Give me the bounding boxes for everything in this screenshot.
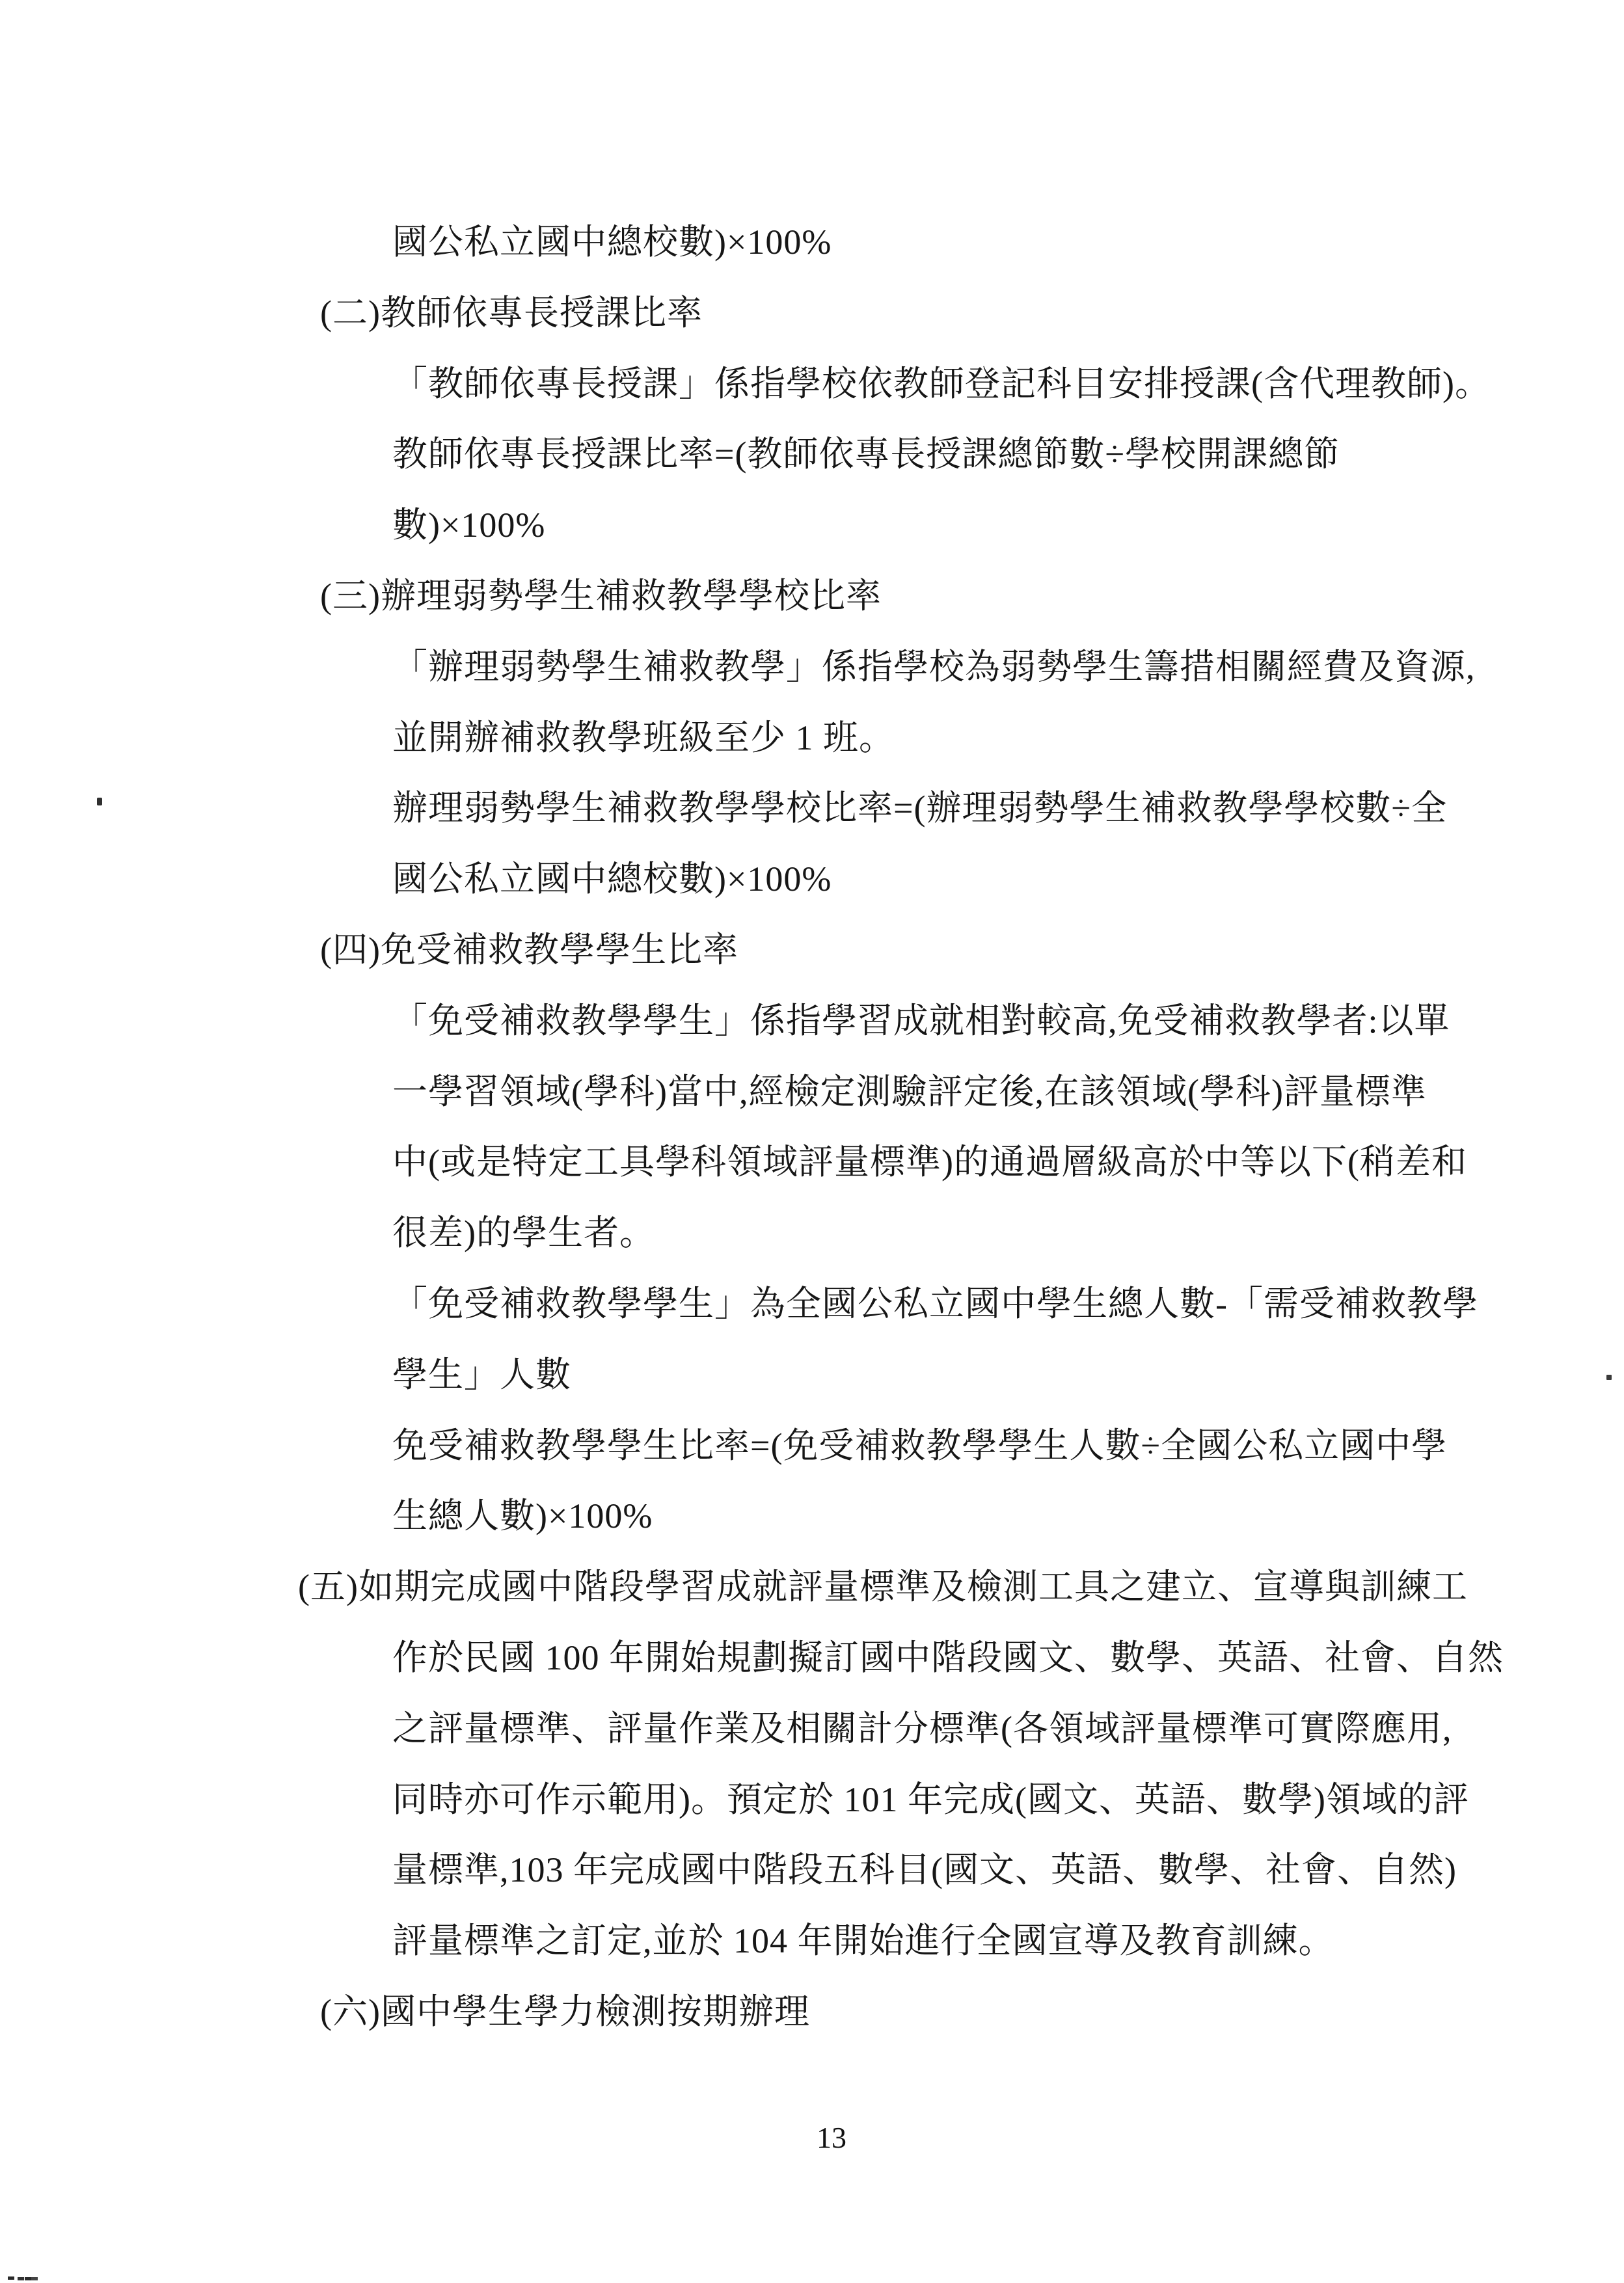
text-line: 量標準,103 年完成國中階段五科目(國文、英語、數學、社會、自然) (392, 1850, 1457, 1890)
text-line: 數)×100% (392, 506, 546, 545)
section-heading: (五)如期完成國中階段學習成就評量標準及檢測工具之建立、宣導與訓練工 (298, 1567, 1468, 1607)
text-line: 很差)的學生者。 (392, 1213, 655, 1253)
text-line: 一學習領域(學科)當中,經檢定測驗評定後,在該領域(學科)評量標準 (392, 1072, 1427, 1111)
text-line: 國公私立國中總校數)×100% (392, 223, 832, 262)
section-heading: (三)辦理弱勢學生補救教學學校比率 (320, 576, 882, 615)
text-line: 之評量標準、評量作業及相關計分標準(各領域評量標準可實際應用, (392, 1709, 1452, 1748)
text-line: 「免受補救教學學生」為全國公私立國中學生總人數-「需受補救教學 (392, 1284, 1478, 1323)
text-line: 「辦理弱勢學生補救教學」係指學校為弱勢學生籌措相關經費及資源, (392, 647, 1476, 686)
text-line: 評量標準之訂定,並於 104 年開始進行全國宣導及教育訓練。 (392, 1921, 1334, 1961)
scan-edge-artifact (8, 2276, 14, 2280)
text-line: 生總人數)×100% (392, 1496, 653, 1536)
page-number: 13 (817, 2121, 846, 2154)
text-block (0, 207, 1624, 2047)
text-line: 國公私立國中總校數)×100% (392, 859, 832, 899)
text-line: 免受補救教學學生比率=(免受補救教學學生人數÷全國公私立國中學 (392, 1425, 1448, 1465)
text-line: 「免受補救教學學生」係指學習成就相對較高,免受補救教學者:以單 (392, 1001, 1450, 1040)
section-heading: (六)國中學生學力檢測按期辦理 (320, 1992, 810, 2031)
section-heading: (二)教師依專長授課比率 (320, 293, 703, 332)
section-heading: (四)免受補救教學學生比率 (320, 930, 738, 969)
text-line: 同時亦可作示範用)。預定於 101 年完成(國文、英語、數學)領域的評 (392, 1779, 1469, 1819)
text-line: 並開辦補救教學班級至少 1 班。 (392, 718, 895, 757)
scan-speck (97, 798, 102, 805)
text-line: 「教師依專長授課」係指學校依教師登記科目安排授課(含代理教師)。 (392, 364, 1491, 403)
text-line: 作於民國 100 年開始規劃擬訂國中階段國文、數學、英語、社會、自然 (392, 1638, 1504, 1677)
scan-speck (1606, 1375, 1612, 1380)
text-line: 教師依專長授課比率=(教師依專長授課總節數÷學校開課總節 (392, 435, 1340, 474)
text-line: 學生」人數 (392, 1355, 571, 1394)
text-line: 辦理弱勢學生補救教學學校比率=(辦理弱勢學生補救教學學校數÷全 (392, 789, 1448, 828)
text-line: 中(或是特定工具學科領域評量標準)的通過層級高於中等以下(稍差和 (392, 1142, 1467, 1182)
